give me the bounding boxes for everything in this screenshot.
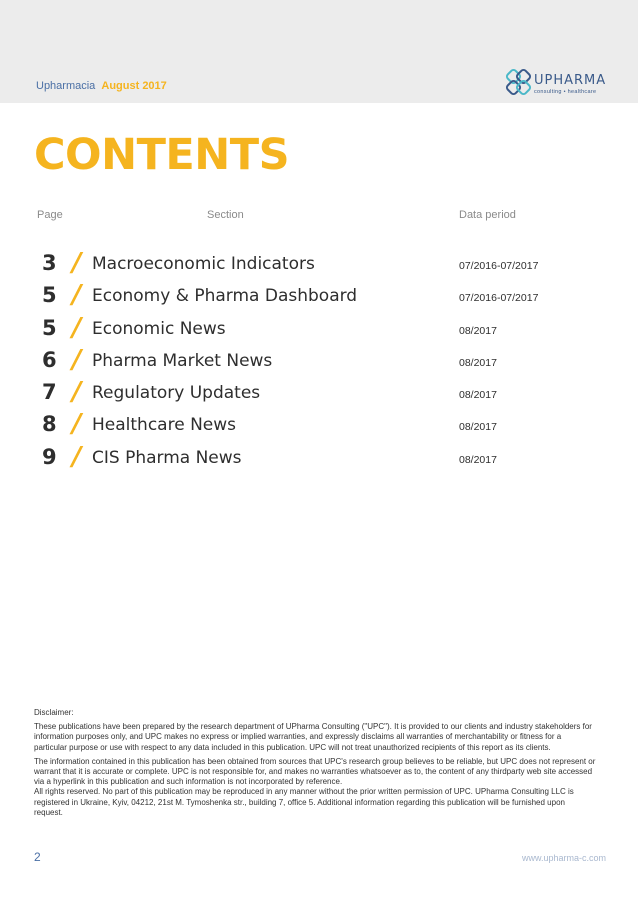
toc-data-period: 08/2017 [459, 324, 497, 337]
toc-row[interactable] [0, 442, 638, 474]
toc-slash: / [72, 248, 82, 278]
company-logo [505, 68, 611, 102]
disclaimer-paragraph: All rights reserved. No part of this publication may be reproduced in any manner without the prior written permission of UPC. UPharma Consulting LLC is registered in Ukraine, Kyiv, 04212, 21st M. Tymoshenka str., building 7, office 5. Additional information regarding this publication will be furnished upon request. [34, 787, 574, 817]
toc-data-period: 08/2017 [459, 453, 497, 466]
toc-data-period: 08/2017 [459, 389, 497, 402]
toc-slash: / [72, 441, 82, 472]
toc-data-period: 07/2016-07/2017 [459, 260, 539, 272]
toc-page-number: 8 [42, 412, 57, 437]
table-of-contents [0, 248, 638, 474]
toc-page-number: 9 [42, 444, 57, 469]
toc-slash: / [72, 409, 82, 440]
toc-slash: / [72, 344, 82, 375]
toc-row[interactable] [0, 313, 638, 345]
toc-slash: / [72, 312, 82, 343]
toc-row[interactable] [0, 377, 638, 409]
column-header-page: Page [37, 209, 63, 221]
toc-page-number: 3 [42, 251, 57, 275]
publication-name: Upharmacia [36, 80, 96, 92]
toc-row[interactable] [0, 345, 638, 377]
toc-data-period: 08/2017 [459, 356, 497, 369]
toc-data-period: 08/2017 [459, 421, 497, 434]
disclaimer-paragraph: The information contained in this publication has been obtained from sources that UPC's research group believes to be reliable, but UPC does not represent or warrant that it is accurate or complete. UPC is not responsible for, and makes no warranties whatsoever as to, the content of any thirdparty web site accessed via a hyperlink in this publication and such information is not incorporated by reference. [34, 756, 596, 787]
toc-section-title: Pharma Market News [92, 350, 273, 371]
toc-row[interactable] [0, 409, 638, 441]
page-title: CONTENTS [34, 130, 290, 180]
toc-slash: / [72, 377, 82, 408]
toc-row[interactable] [0, 280, 638, 312]
toc-page-number: 7 [42, 380, 57, 405]
logo-brand: UPHARMA [534, 73, 607, 88]
toc-section-title: CIS Pharma News [92, 447, 242, 468]
toc-section-title: Regulatory Updates [92, 383, 261, 404]
column-header-period: Data period [459, 209, 516, 221]
toc-section-title: Economic News [92, 318, 226, 339]
toc-page-number: 5 [42, 315, 57, 340]
toc-data-period: 07/2016-07/2017 [459, 292, 539, 305]
disclaimer-paragraph: These publications have been prepared by the research department of UPharma Consulting ("UPC"). It is provided to our clients and industry stakeholders for information purposes only, and UPC makes no express or implied warranties, and expressly disclaims all warranties of merchantability or fitness for a particular purpose or use with respect to any data included in this publication. UPC will not treat unauthorized recipients of this report as its clients. [34, 722, 592, 752]
toc-page-number: 6 [42, 347, 57, 372]
publication-month: August 2017 [101, 80, 167, 92]
toc-slash: / [72, 280, 82, 311]
toc-page-number: 5 [42, 283, 57, 308]
toc-section-title: Macroeconomic Indicators [92, 254, 315, 274]
page-number: 2 [34, 850, 41, 864]
website-link[interactable]: www.upharma-c.com [521, 853, 606, 863]
column-header-section: Section [207, 209, 244, 221]
disclaimer-title: Disclaimer: [34, 708, 74, 717]
toc-section-title: Economy & Pharma Dashboard [92, 286, 358, 307]
logo-tagline: consulting • healthcare [534, 89, 597, 95]
toc-row[interactable] [0, 248, 638, 280]
toc-section-title: Healthcare News [92, 415, 237, 436]
disclaimer [34, 708, 596, 822]
publication-header [36, 80, 167, 92]
logo-mark-icon [505, 68, 533, 98]
